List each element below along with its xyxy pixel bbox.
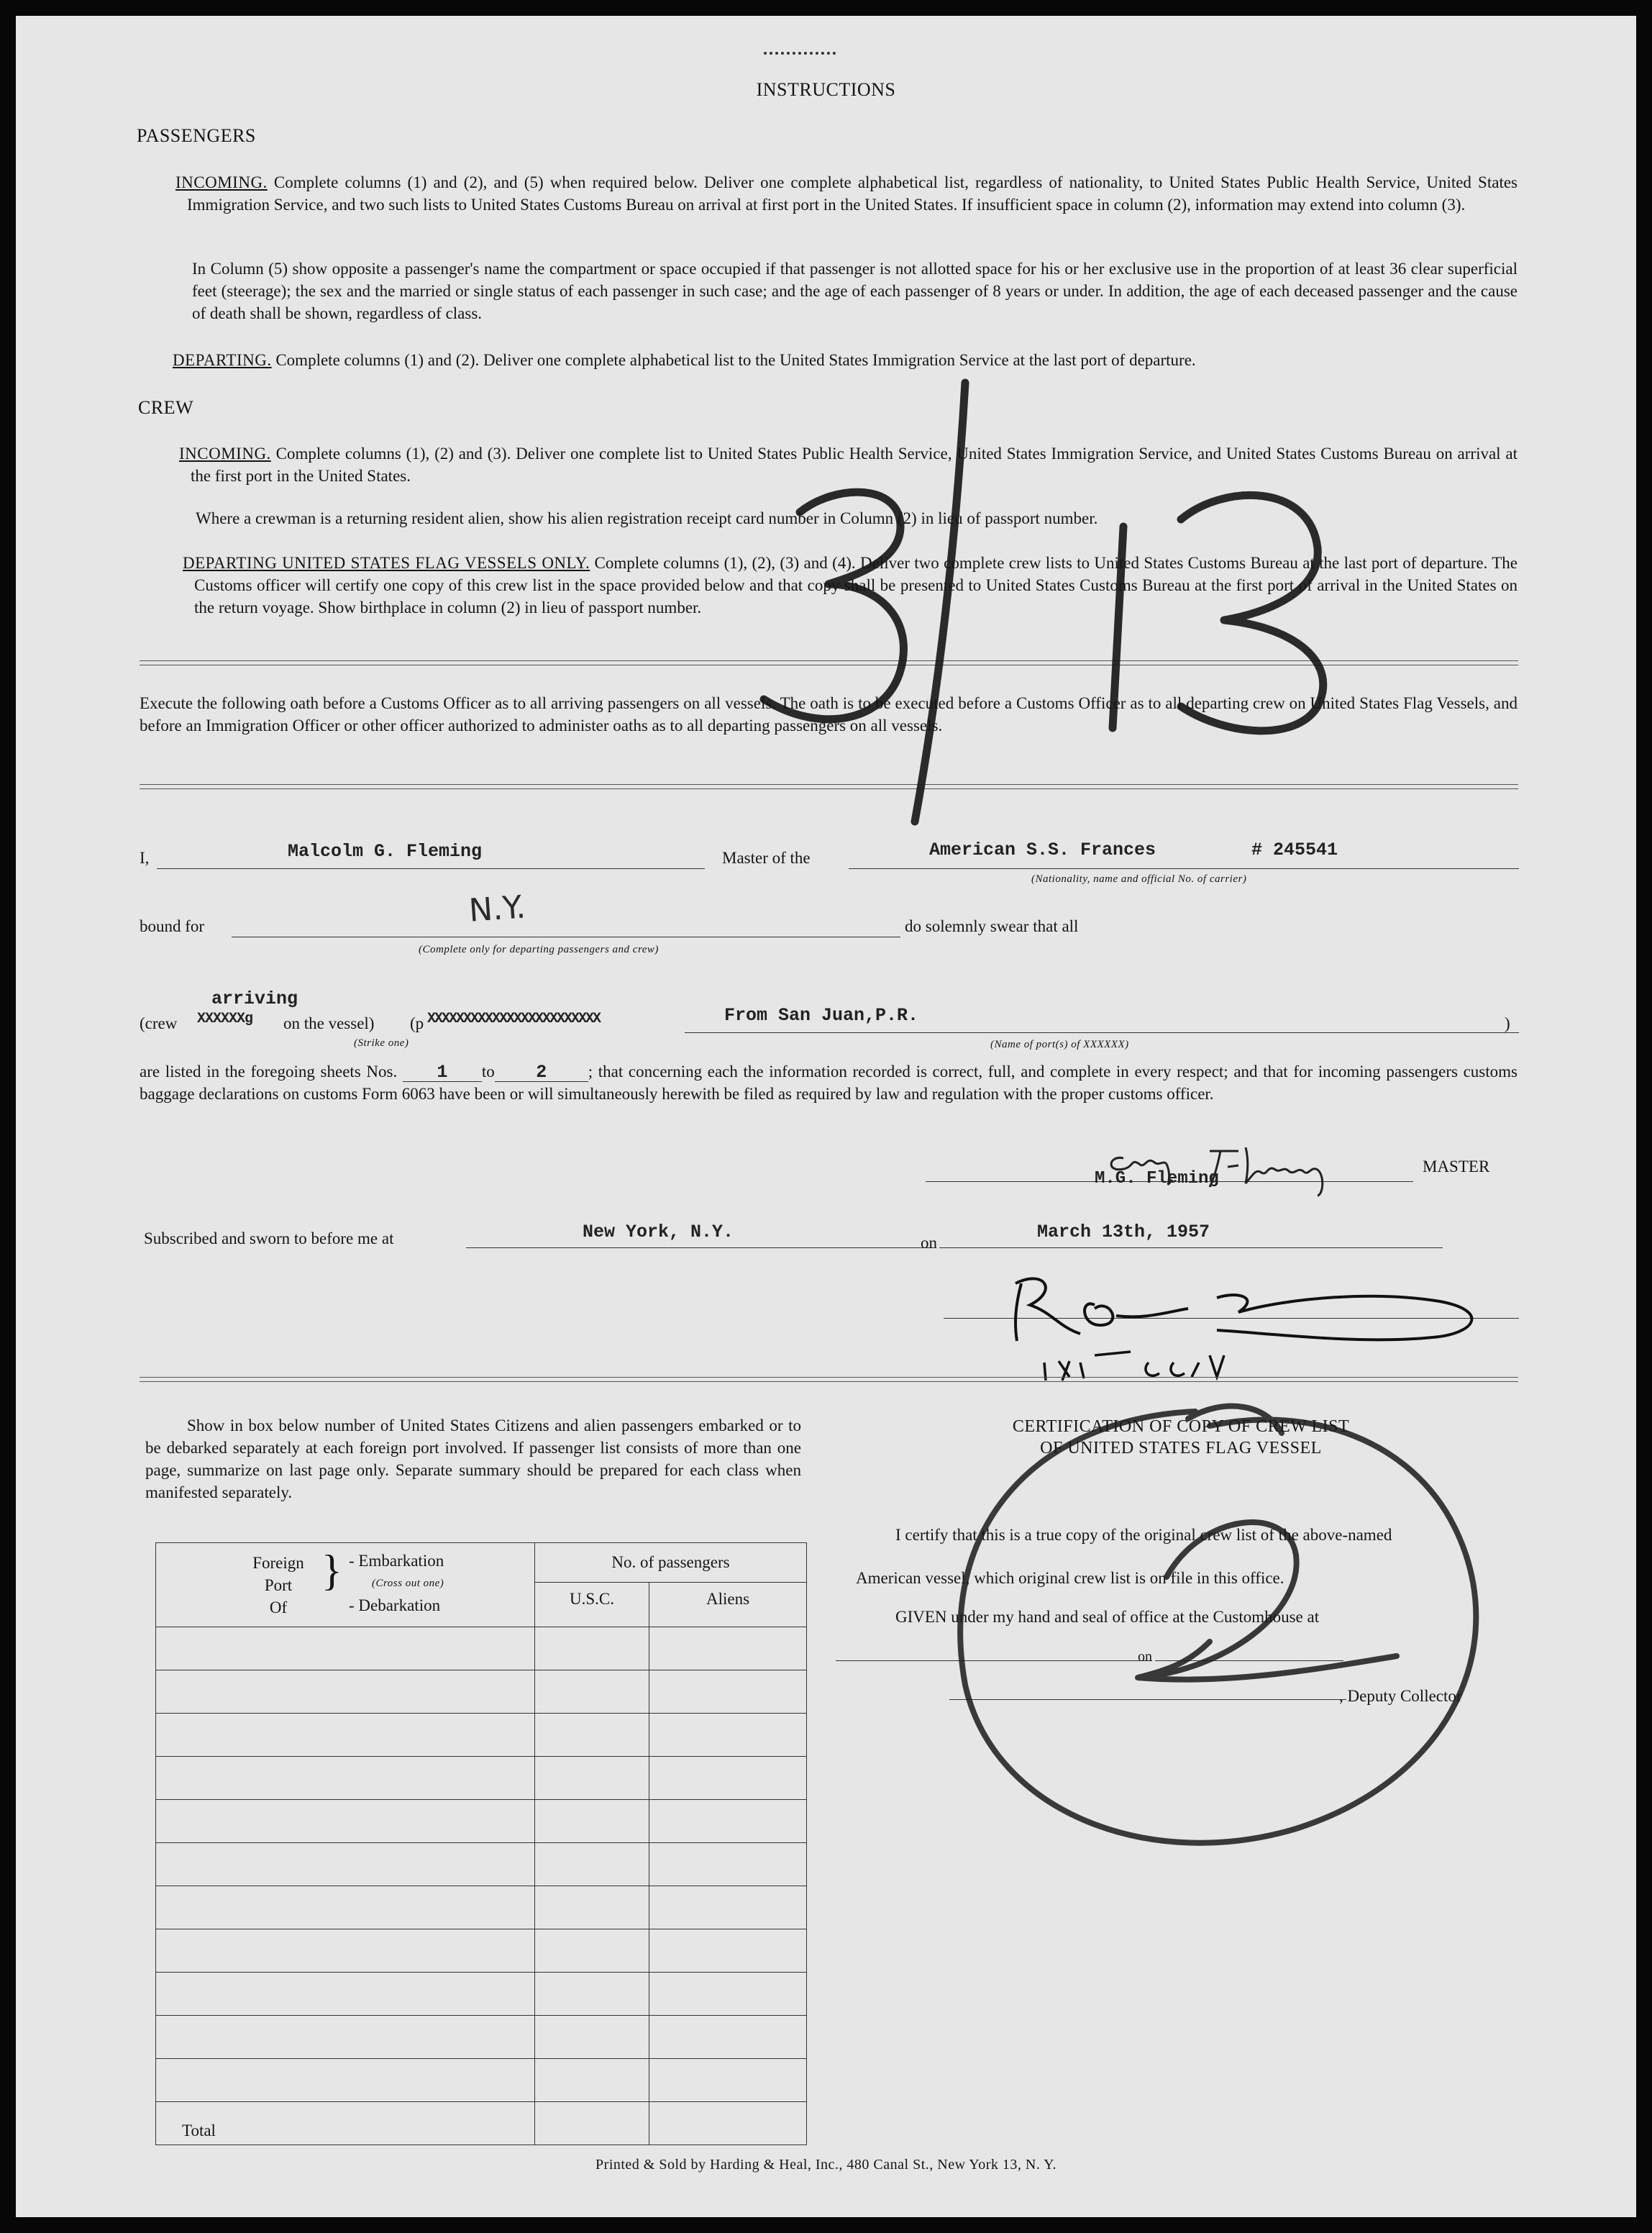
table-cell[interactable] [649,1843,807,1886]
total-label: Total [156,2102,535,2145]
of-label: Of [269,1598,288,1616]
bound-for-label: bound for [140,917,205,935]
sworn-date-value: March 13th, 1957 [1037,1222,1210,1242]
customhouse-line [836,1660,1152,1661]
debarkation-label: - Debarkation [349,1596,441,1614]
passengers-incoming-text: Complete columns (1) and (2), and (5) when required below. Deliver one complete alphabetical list, regardless of nationality, to United States Public Health Service, United States Immigration Service, and two such lists to United States Customs Bureau on arrival at first port in the United States. If insufficient space in column (2), information may extend into column (3). [187,173,1518,214]
divider [140,784,1518,789]
brace-icon: } [321,1547,342,1594]
subscribed-label: Subscribed and sworn to before me at [144,1229,394,1247]
crew-incoming-paragraph [179,442,1518,487]
table-cell[interactable] [156,2059,535,2102]
crew-heading: CREW [138,397,194,418]
passengers-incoming-label: INCOMING. [175,173,268,191]
table-cell[interactable] [535,1843,649,1886]
sheets-paragraph [140,1060,1518,1105]
table-cell[interactable] [535,1714,649,1757]
passengers-struck-text: XXXXXXXXXXXXXXXXXXXXXXXX [427,1011,601,1027]
passengers-column5-paragraph: In Column (5) show opposite a passenger's name the compartment or space occupied if that passenger is not allotted space for his or her exclusive use in the proportion of at least 36 clear superficial feet (steerage); the sex and the married or single status of each passenger in such case; and the age of each passenger of 8 years or under. In addition, the age of each deceased passenger and the cause of death shall be shown, regardless of class. [192,260,1518,322]
table-cell[interactable] [649,1714,807,1757]
sworn-date-line [939,1247,1443,1248]
divider [140,1377,1518,1382]
officer-signature-line [944,1318,1519,1319]
table-cell[interactable] [649,1973,807,2016]
cross-out-caption: (Cross out one) [372,1578,444,1589]
vessel-line [849,868,1519,869]
scan-marks [764,52,836,59]
passengers-departing-text: Complete columns (1) and (2). Deliver one complete alphabetical list to the United States Immigration Service at the last port of departure. [271,351,1196,369]
table-cell[interactable] [156,1973,535,2016]
total-usc-cell[interactable] [535,2102,649,2145]
passengers-heading: PASSENGERS [137,125,256,146]
from-port-value: From San Juan,P.R. [724,1005,919,1026]
to-label: to [481,1063,495,1081]
table-cell[interactable] [535,1973,649,2016]
master-name-line [157,868,705,869]
table-cell[interactable] [156,1757,535,1800]
vessel-value: American S.S. Frances [929,840,1156,860]
certification-title [850,1416,1512,1459]
on-vessel-label: on the vessel) [283,1014,375,1032]
table-cell[interactable] [535,2059,649,2102]
crew-departing-label: DEPARTING UNITED STATES FLAG VESSELS ONLY. [183,554,590,572]
master-handwritten-signature [1095,1129,1397,1201]
sworn-place-value: New York, N.Y. [583,1222,734,1242]
certification-title-line2: OF UNITED STATES FLAG VESSEL [1040,1439,1322,1457]
crew-returning-paragraph: Where a crewman is a returning resident alien, show his alien registration receipt card number in Column (2) in lieu of passport number. [196,509,1098,527]
divider [140,660,1518,665]
table-cell[interactable] [535,1757,649,1800]
sheet-from-value: 1 [403,1064,482,1082]
bound-for-caption: (Complete only for departing passengers and crew) [419,944,659,955]
crew-paren-label: (crew [140,1014,178,1032]
table-cell[interactable] [649,1670,807,1714]
table-cell[interactable] [535,1929,649,1973]
certification-line3: GIVEN under my hand and seal of office at the Customhouse at [895,1608,1320,1626]
crew-departing-paragraph [183,552,1518,619]
certification-title-line1: CERTIFICATION OF COPY OF CREW LIST [1012,1417,1350,1436]
table-cell[interactable] [535,2016,649,2059]
table-cell[interactable] [649,1757,807,1800]
crew-departing-text: Complete columns (1), (2), (3) and (4). Deliver two complete crew lists to United States Customs Bureau at the last port of departure. The Customs officer will certify one copy of this crew list in the space provided below and that copy shall be presented to United States Customs Bureau at the first port of arrival in the United States on the return voyage. Show birthplace in column (2) in lieu of passport number. [194,554,1518,617]
foreign-port-header [156,1543,535,1627]
table-cell[interactable] [649,1800,807,1843]
table-cell[interactable] [156,1800,535,1843]
table-cell[interactable] [156,1929,535,1973]
no-passengers-header: No. of passengers [535,1543,807,1583]
document-page [16,16,1636,2217]
table-cell[interactable] [156,1886,535,1929]
close-paren: ) [1505,1014,1510,1032]
passengers-departing-label: DEPARTING. [173,351,272,369]
table-cell[interactable] [156,2016,535,2059]
deputy-collector-label: , Deputy Collector [1339,1687,1462,1705]
master-label: MASTER [1423,1158,1490,1175]
aliens-header: Aliens [649,1583,807,1627]
official-number-value: # 245541 [1251,840,1338,860]
table-cell[interactable] [535,1886,649,1929]
table-cell[interactable] [156,1670,535,1714]
table-cell[interactable] [156,1843,535,1886]
certification-line1: I certify that this is a true copy of the original crew list of the above-named [895,1526,1392,1544]
table-cell[interactable] [649,1627,807,1670]
master-signature-typed: M.G. Fleming [1095,1169,1219,1188]
table-cell[interactable] [649,1886,807,1929]
certification-on-label: on [1138,1649,1152,1665]
total-aliens-cell[interactable] [649,2102,807,2145]
master-name-value: Malcolm G. Fleming [288,841,483,862]
crew-incoming-label: INCOMING. [179,445,271,463]
crew-incoming-text: Complete columns (1), (2) and (3). Deliver one complete list to United States Public Health Service, United States Immigration Service, and United States Customs Bureau on arrival at the first port in the United States. [191,445,1518,485]
table-cell[interactable] [156,1627,535,1670]
bound-for-value: N.Y. [467,888,527,929]
sheets-rest-text: ; that concerning each the information recorded is correct, full, and complete in every respect; and that for incoming passengers customs baggage declarations on customs Form 6063 have been or will simultaneously herewith be filed as required by law and regulation with the proper customs officer. [140,1063,1518,1103]
sheets-label: are listed in the foregoing sheets Nos. [140,1063,398,1081]
table-cell[interactable] [156,1714,535,1757]
on-label: on [921,1234,937,1252]
certification-date-line [1155,1660,1343,1661]
passengers-departing-paragraph [173,349,1518,371]
deputy-collector-line [949,1699,1346,1700]
table-cell[interactable] [649,2059,807,2102]
oath-i-label: I, [140,849,150,867]
passenger-summary-table [155,1542,807,2145]
swear-text: do solemnly swear that all [905,917,1079,935]
sworn-place-line [466,1247,934,1248]
sheet-to-value: 2 [495,1064,588,1082]
summary-instructions: Show in box below number of United States Citizens and alien passengers embarked or to be debarked separately at each foreign port involved. If passenger list consists of more than one page, summarize on last page only. Separate summary should be prepared for each class when manifested separately. [145,1416,801,1501]
port-label: Port [264,1576,293,1594]
table-cell[interactable] [649,2016,807,2059]
usc-header: U.S.C. [535,1583,649,1627]
master-of-label: Master of the [722,849,811,867]
certification-line2: American vessel, which original crew list is on file in this office. [856,1569,1284,1587]
table-cell[interactable] [535,1800,649,1843]
passengers-paren-prefix: (p [410,1014,424,1032]
table-cell[interactable] [535,1627,649,1670]
passengers-incoming-paragraph [175,171,1518,216]
strike-one-caption: (Strike one) [354,1037,409,1049]
table-cell[interactable] [535,1670,649,1714]
port-line [685,1032,1519,1033]
vessel-caption: (Nationality, name and official No. of carrier) [1031,873,1247,885]
foreign-label: Foreign [252,1554,304,1572]
port-caption: (Name of port(s) of XXXXXX) [990,1039,1129,1050]
officer-handwritten-signature [1001,1255,1505,1391]
printer-footer: Printed & Sold by Harding & Heal, Inc., 480 Canal St., New York 13, N. Y. [595,2157,1057,2173]
table-cell[interactable] [649,1929,807,1973]
crew-struck-text: XXXXXXg [197,1011,253,1027]
crew-value-typed: arriving [211,988,298,1009]
embarkation-label: - Embarkation [349,1552,444,1570]
page-title: INSTRUCTIONS [756,79,896,100]
oath-intro-paragraph: Execute the following oath before a Customs Officer as to all arriving passengers on all vessels. The oath is to be executed before a Customs Officer as to all departing crew on United States Flag Vessels, and before an Immigration Officer or other officer authorized to administer oaths as to all departing passengers on all vessels. [140,694,1518,735]
